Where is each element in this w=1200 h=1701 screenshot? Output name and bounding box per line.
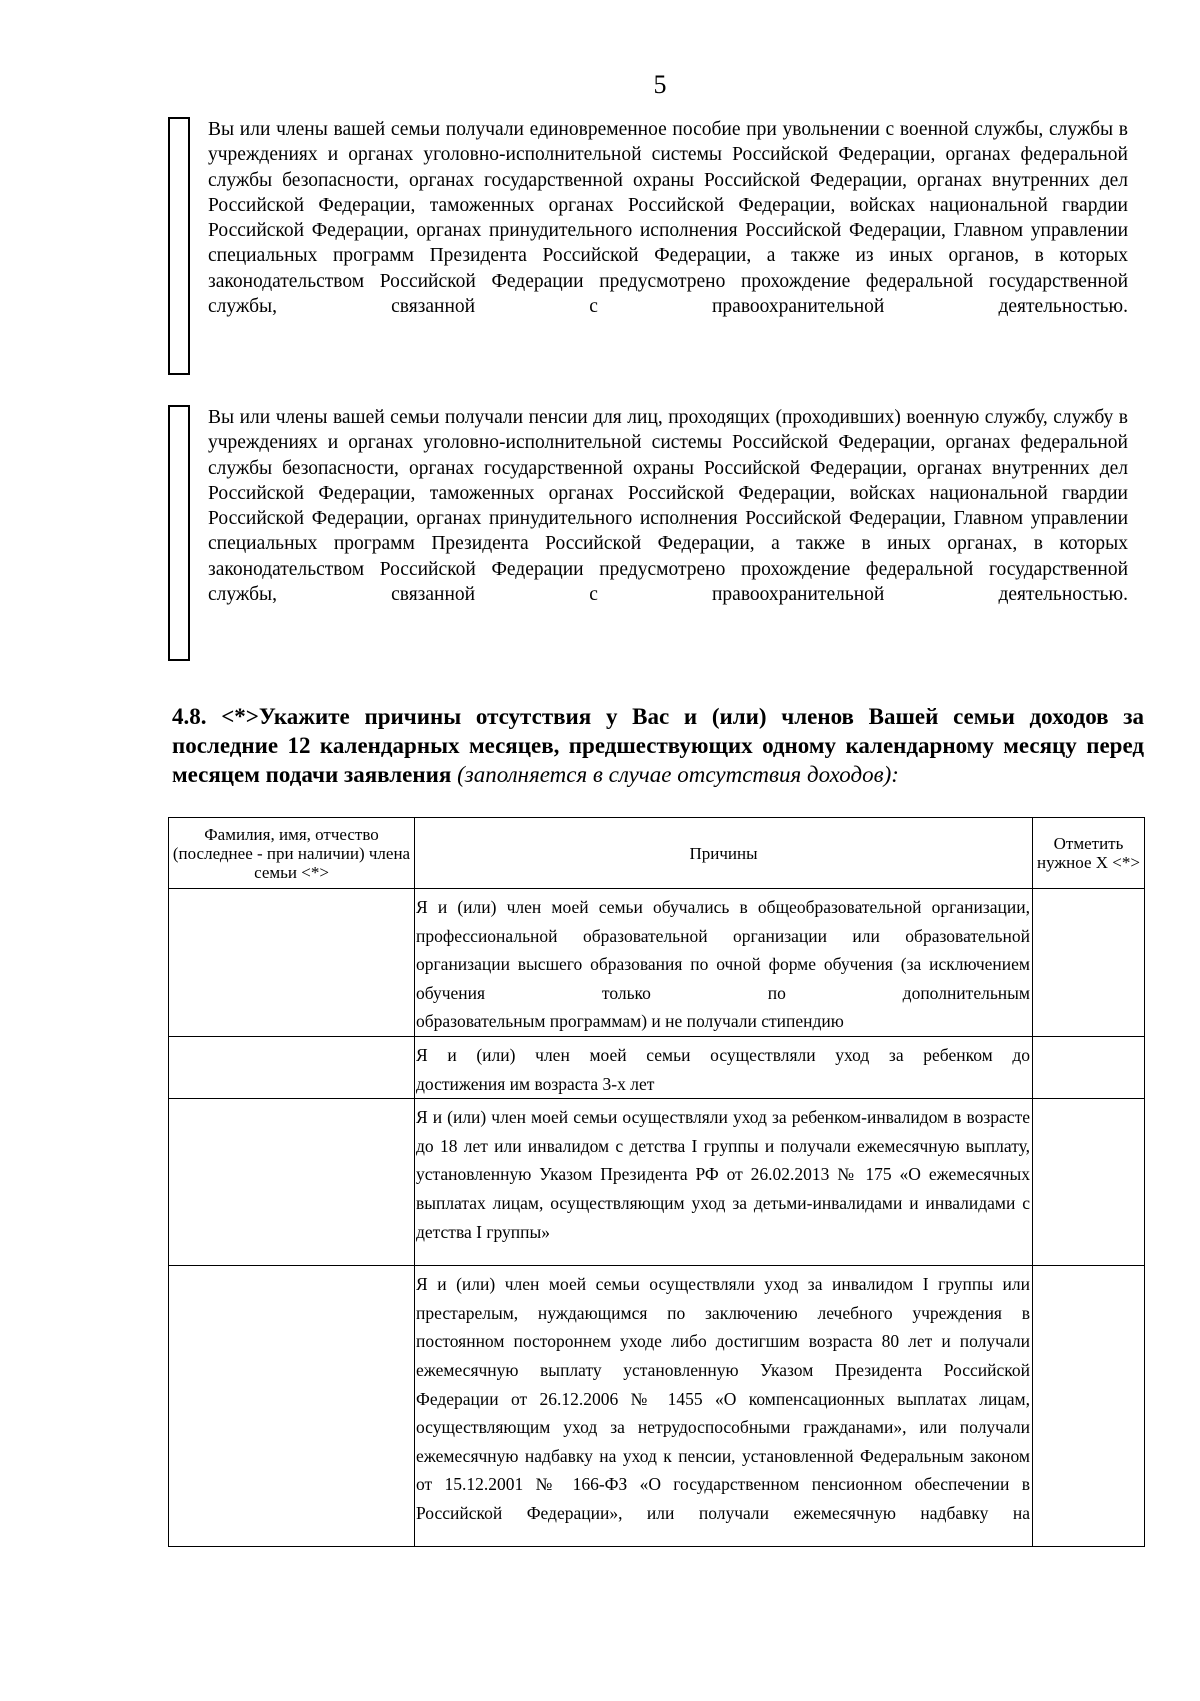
table-row — [169, 1036, 1145, 1098]
checkbox-label-lump-sum: Вы или члены вашей семьи получали единовременное пособие при увольнении с военной службы, службы в учреждениях и органах уголовно-исполнительной системы Российской Федерации, органах федеральной службы безопасности, органах государственной охраны Российской Федерации, органах внутренних дел Российской Федерации, таможенных органах Российской Федерации, войсках национальной гвардии Российской Федерации, органах принудительного исполнения Российской Федерации, Главном управлении специальных программ Президента Российской Федерации, а также из иных органов, в которых законодательством Российской Федерации предусмотрено прохождение федеральной государственной службы, связанной с правоохранительной деятельностью. — [208, 119, 1128, 318]
reason-text: Я и (или) член моей семьи осуществляли уход за ребенком-инвалидом в возрасте до 18 лет или инвалидом с детства I группы и получали ежемесячную выплату, установленную Указом Президента РФ от 26.02.2013 № 175 «О ежемесячных выплатах лицам, осуществляющим уход за детьми-инвалидами и инвалидами с — [416, 1107, 1030, 1213]
checkbox-block-lump-sum — [168, 117, 1128, 319]
section-heading-text: <*>Укажите причины отсутствия у Вас и (или) членов Вашей семьи доходов за последние 12 календарных месяцев, предшествующих одному календарному месяцу перед месяцем подачи заявления — [172, 704, 1144, 787]
checkbox-label-pension: Вы или члены вашей семьи получали пенсии для лиц, проходящих (проходивших) военную службу, службу в учреждениях и органах уголовно-исполнительной системы Российской Федерации, органах федеральной службы безопасности, органах государственной охраны Российской Федерации, органах внутренних дел Российской Федерации, таможенных органах Российской Федерации, войсках национальной гвардии Российской Федерации, органах принудительного исполнения Российской Федерации, Главном управлении специальных программ Президента Российской Федерации, а также в иных органах, в которых законодательством Российской Федерации предусмотрено прохождение федеральной государственной службы, связанной с правоохранительной деятельностью. — [208, 407, 1128, 606]
table-row — [169, 1266, 1145, 1547]
checkbox-block-pension — [168, 405, 1128, 607]
member-cell[interactable] — [169, 1099, 415, 1266]
header-reasons: Причины — [415, 818, 1033, 889]
section-heading — [172, 702, 1144, 789]
mark-cell[interactable] — [1033, 1036, 1145, 1098]
page-number: 5 — [653, 70, 667, 99]
reason-cell — [415, 1099, 1033, 1266]
reason-cell — [415, 889, 1033, 1037]
table-row — [169, 1099, 1145, 1266]
reason-text: Я и (или) член моей семьи осуществляли уход за ребенком до — [416, 1044, 1030, 1065]
checkbox-lump-sum[interactable] — [168, 117, 190, 375]
reason-text: Я и (или) член моей семьи обучались в общеобразовательной организации, профессиональной образовательной организации или образовательной организации высшего образования по очной форме обучения (за исключением обучения только по дополнительным — [416, 897, 1030, 1003]
section-number: 4.8. — [172, 704, 207, 729]
mark-cell[interactable] — [1033, 889, 1145, 1037]
header-member: Фамилия, имя, отчество (последнее - при наличии) члена семьи <*> — [169, 818, 415, 889]
header-mark: Отметить нужное Х <*> — [1033, 818, 1145, 889]
table-header-row — [169, 818, 1145, 889]
table-row — [169, 889, 1145, 1037]
reason-cell — [415, 1036, 1033, 1098]
reasons-table — [168, 817, 1145, 1547]
reason-text-last: образовательным программам) и не получали стипендию — [416, 1011, 844, 1032]
checkbox-pension[interactable] — [168, 405, 190, 661]
member-cell[interactable] — [169, 1036, 415, 1098]
section-note: (заполняется в случае отсутствия доходов): — [457, 762, 899, 787]
mark-cell[interactable] — [1033, 1266, 1145, 1547]
member-cell[interactable] — [169, 1266, 415, 1547]
mark-cell[interactable] — [1033, 1099, 1145, 1266]
member-cell[interactable] — [169, 889, 415, 1037]
reason-text: Я и (или) член моей семьи осуществляли уход за инвалидом I группы или престарелым, нуждающимся по заключению лечебного учреждения в постоянном постороннем уходе либо достигшим возраста 80 лет и получали ежемесячную выплату установленную Указом Президента Российской Федерации от 26.12.2006 № 1455 «О компенсационных выплатах лицам, осуществляющим уход за нетрудоспособными гражданами», или получали ежемесячную надбавку на уход к пенсии, установленной Федеральным законом от 15.12.2001 № 166-ФЗ «О государственном пенсионном обеспечении в Российской Федерации», или получали ежемесячную надбавку на — [416, 1274, 1030, 1523]
reason-text-last: детства I группы» — [416, 1221, 551, 1242]
reason-cell — [415, 1266, 1033, 1547]
reason-text-last: достижения им возраста 3-х лет — [416, 1073, 655, 1094]
